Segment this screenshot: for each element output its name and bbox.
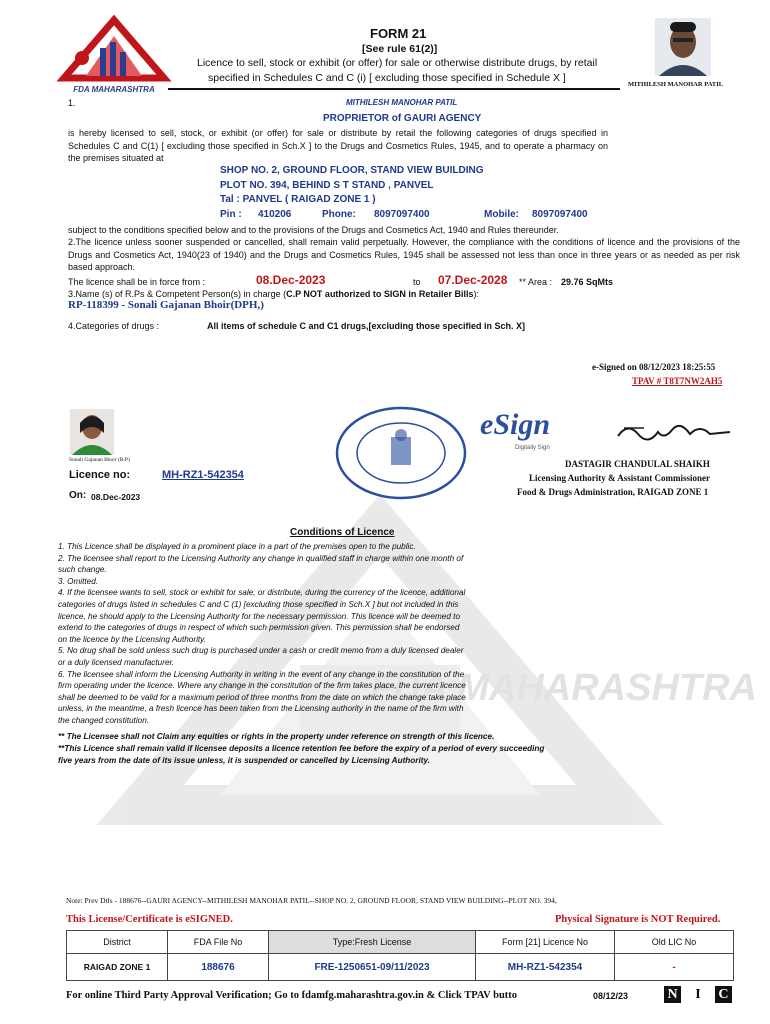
- header-fda-file: FDA File No: [168, 931, 269, 954]
- esigned-on: e-Signed on 08/12/2023 18:25:55: [592, 362, 716, 372]
- verification-text: For online Third Party Approval Verification; Go to fdamfg.maharashtra.gov.in & Click TPAV butto: [66, 990, 518, 1001]
- note-retention: **This Licence shall remain valid if licensee deposits a licence retention fee before the expiry of a period of every succeeding five years from the date of its issue unless, it is suspended or cancelled by Licensing Authority.: [58, 744, 545, 765]
- condition-5: 5. No drug shall be sold unless such drug is purchased under a cash or credit memo from a duly licensed dealer or a duly licensed manufacturer.: [58, 646, 464, 667]
- item3-bold: C.P NOT authorized to SIGN in Retailer Bills: [286, 289, 474, 299]
- item-number-1: 1.: [68, 98, 76, 108]
- from-date: 08.Dec-2023: [256, 273, 326, 287]
- force-label: The licence shall be in force from :: [68, 277, 206, 287]
- rule-reference: [See rule 61(2)]: [362, 43, 438, 55]
- esign-subtitle: Digitally Sign: [515, 445, 550, 451]
- value-old-lic: -: [615, 954, 734, 981]
- rp-photo-caption: Sonali Gajanan Bhoir (R.P): [69, 457, 130, 463]
- esigned-notice: This License/Certificate is eSIGNED.: [66, 914, 233, 925]
- area-value: 29.76 SqMts: [561, 277, 614, 287]
- phone-value: 8097097400: [374, 209, 430, 220]
- nic-letter-c: C: [715, 986, 732, 1003]
- mobile-value: 8097097400: [532, 209, 588, 220]
- holder-photo-caption: MITHILESH MANOHAR PATIL: [628, 81, 724, 88]
- area-label: ** Area :: [519, 277, 553, 287]
- value-type: FRE-1250651-09/11/2023: [269, 954, 476, 981]
- conditions-list: [58, 541, 470, 727]
- item3-prefix: 3.Name (s) of R.Ps & Competent Person(s) in charge (: [68, 289, 287, 299]
- pin-value: 410206: [258, 209, 292, 220]
- responsible-person: RP-118399 - Sonali Gajanan Bhoir(DPH,): [68, 299, 264, 311]
- fda-logo: [60, 18, 168, 92]
- proprietor: PROPRIETOR of GAURI AGENCY: [323, 113, 482, 124]
- categories-label: 4.Categories of drugs :: [68, 321, 160, 331]
- conditions-title: Conditions of Licence: [290, 527, 395, 538]
- officer-office: Food & Drugs Administration, RAIGAD ZONE 1: [517, 487, 709, 497]
- subject-text: subject to the conditions specified below and to the provisions of the Drugs and Cosmetics Act, 1940 and Rules thereunder.: [68, 225, 559, 235]
- item2-text: 2.The licence unless sooner suspended or cancelled, shall remain valid perpetually. However, the compliance with the conditions of licence and the provisions of the Drugs and Cosmetics Act, 1940(23 of 1940) and the Drugs and Cosmetics Rules, 1945 shall be assessed not less than once in three years or as needed as per risk based approach.: [68, 237, 740, 273]
- address-line2: PLOT NO. 394, BEHIND S T STAND , PANVEL: [220, 180, 434, 191]
- watermark-text: FDA MAHARASHTRA: [370, 667, 757, 709]
- nic-letter-i: I: [695, 987, 701, 1002]
- on-label: On:: [69, 490, 87, 501]
- nic-letter-n: N: [664, 986, 681, 1003]
- esign-logo: eSign: [480, 408, 551, 441]
- header-type: Type:Fresh License: [269, 931, 476, 954]
- pin-label: Pin :: [220, 209, 242, 220]
- licence-description-line2: specified in Schedules C and C (i) [ excluding those specified in Schedule X ]: [208, 72, 566, 84]
- licence-description-line1: Licence to sell, stock or exhibit (or offer) for sale or otherwise distribute drugs, by retail: [197, 57, 598, 69]
- note-equities: ** The Licensee shall not Claim any equities or rights in the property under reference on strength of this licence.: [58, 732, 495, 741]
- tpav-code: TPAV # T8T7NW2AH5: [632, 376, 723, 386]
- licence-no-value: MH-RZ1-542354: [162, 469, 244, 481]
- table-header-row: [67, 931, 734, 954]
- to-label: to: [413, 277, 421, 287]
- condition-1: 1. This Licence shall be displayed in a prominent place in a part of the premises open to the public.: [58, 542, 416, 551]
- value-fda-file: 188676: [168, 954, 269, 981]
- address-line3: Tal : PANVEL ( RAIGAD ZONE 1 ): [220, 194, 376, 205]
- condition-3: 3. Omitted.: [58, 576, 99, 586]
- holder-photo: [655, 18, 711, 76]
- table-value-row: [67, 954, 734, 981]
- value-licence-no: MH-RZ1-542354: [476, 954, 615, 981]
- item3-suffix: ):: [473, 289, 479, 299]
- header-old-lic: Old LIC No: [615, 931, 734, 954]
- fda-logo-text: FDA MAHARASHTRA: [73, 85, 155, 94]
- phone-label: Phone:: [322, 209, 356, 220]
- licensed-text: is hereby licensed to sell, stock, or exhibit (or offer) for sale or distribute by retail the following categories of drugs specified in Schedules C and C(1) [ excluding those specified in Sch.X ] to the Drugs and Cosmetics Rules, 1945, and to operate a pharmacy on the premises situated at: [68, 128, 608, 164]
- condition-2: 2. The licensee shall report to the Licensing Authority any change in qualified staff in charge within one month of such change.: [58, 553, 464, 575]
- official-seal: [334, 405, 468, 501]
- footer-date: 08/12/23: [593, 991, 629, 1001]
- licence-no-label: Licence no:: [69, 469, 131, 481]
- on-date: 08.Dec-2023: [91, 492, 141, 502]
- categories-value: All items of schedule C and C1 drugs,[excluding those specified in Sch. X]: [207, 321, 526, 331]
- rp-photo: [70, 409, 114, 455]
- to-date: 07.Dec-2028: [438, 273, 508, 287]
- condition-4: 4. If the licensee wants to sell, stock or exhibit for sale, or distribute, during the currency of the licence, additional categories of drugs listed in schedules C and C (1) [excluding those specified in Sch.X ] but not included in this licence, he should apply to the Licensing Authority for the necessary permission. This licence will be deemed to extend to the categories of drugs in respect of which such permission given. This permission shall be endorsed on the licence by the Licensing Authority.: [58, 588, 466, 644]
- officer-name: DASTAGIR CHANDULAL SHAIKH: [565, 459, 710, 469]
- officer-title: Licensing Authority & Assistant Commissioner: [529, 473, 711, 483]
- fda-logo-icon: [60, 18, 168, 80]
- form-title: FORM 21: [370, 26, 427, 41]
- value-district: RAIGAD ZONE 1: [67, 954, 168, 981]
- footer-note: Note: Prev Dtls - 188676--GAURI AGENCY--MITHILESH MANOHAR PATIL--SHOP NO. 2, GROUND FLOOR, STAND VIEW BUILDING--PLOT NO. 394,: [66, 896, 557, 905]
- licence-summary-table: [66, 930, 734, 981]
- holder-name: MITHILESH MANOHAR PATIL: [346, 98, 458, 107]
- address-line1: SHOP NO. 2, GROUND FLOOR, STAND VIEW BUILDING: [220, 165, 484, 176]
- mobile-label: Mobile:: [484, 209, 519, 220]
- physical-signature-notice: Physical Signature is NOT Required.: [555, 914, 721, 925]
- header-licence-no: Form [21] Licence No: [476, 931, 615, 954]
- header-rule: [168, 88, 620, 90]
- header-district: District: [67, 931, 168, 954]
- condition-6: 6. The licensee shall inform the Licensing Authority in writing in the event of any change in the constitution of the firm operating under the licence. Where any change in the constitution of the firm takes place, the current licence shall be deemed to be valid for a maximum period of three months from the date on which the change take place unless, in the meantime, a fresh licence has been taken from the Licensing authority in the name of the firm with the changed constitution.: [58, 669, 466, 725]
- nic-logo: [664, 985, 736, 1005]
- officer-signature: [614, 420, 734, 444]
